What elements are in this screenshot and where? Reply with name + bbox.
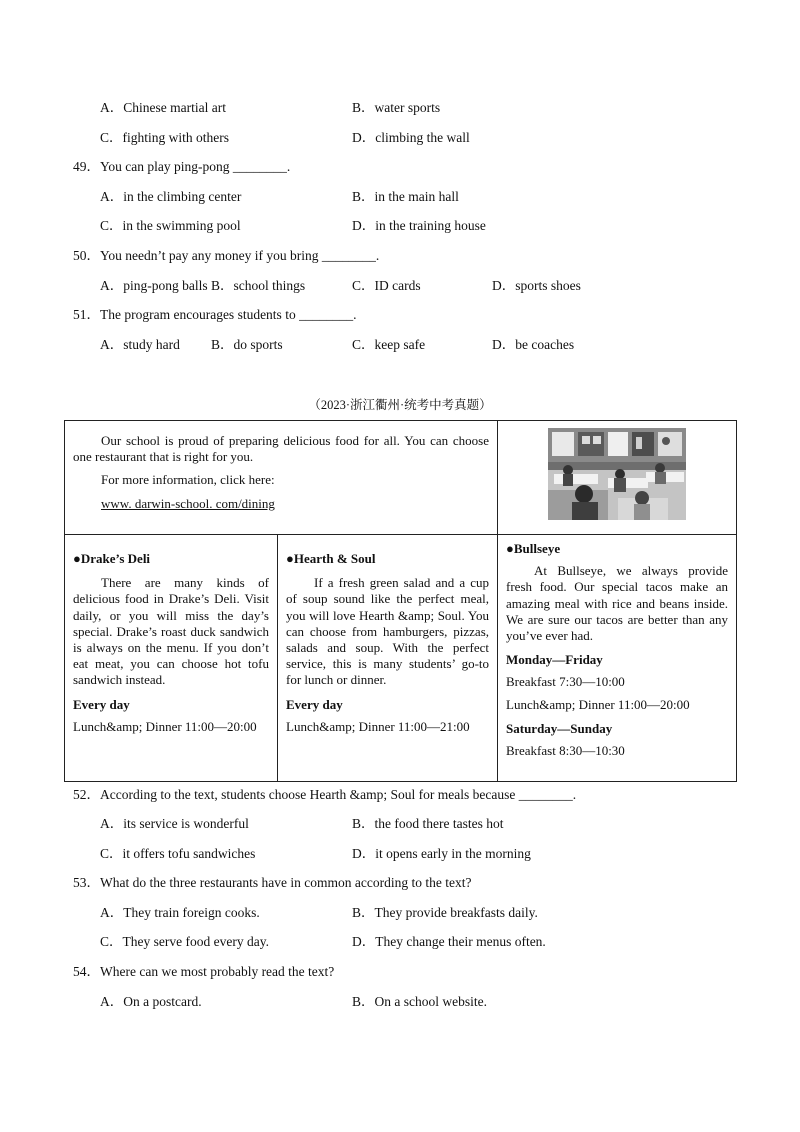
opening-days: Every day — [286, 696, 343, 712]
q50-option-b: B．school things — [211, 278, 306, 293]
q48-option-a: A．Chinese martial art — [100, 100, 226, 115]
restaurant-table — [64, 420, 737, 782]
lunch-dinner-hours-weekday: Lunch&amp; Dinner 11:00—20:00 — [506, 696, 690, 712]
q53-stem: 53．What do the three restaurants have in common according to the text? — [73, 875, 472, 890]
q54-option-a: A．On a postcard. — [100, 994, 202, 1009]
q48-option-c: C．fighting with others — [100, 130, 229, 145]
source-label: （2023·浙江衢州·统考中考真题） — [308, 398, 492, 412]
q53-option-b: B．They provide breakfasts daily. — [352, 905, 538, 920]
q52-option-c: C．it offers tofu sandwiches — [100, 846, 256, 861]
dining-link[interactable]: www. darwin-school. com/dining — [101, 495, 275, 511]
q48-option-b: B．water sports — [352, 100, 441, 115]
q52-option-d: D．it opens early in the morning — [352, 846, 531, 861]
restaurant-name: ●Hearth & Soul — [286, 551, 376, 566]
q49-option-b: B．in the main hall — [352, 189, 459, 204]
q54-stem: 54．Where can we most probably read the text? — [73, 964, 335, 979]
q50-option-a: A．ping-pong balls — [100, 278, 208, 293]
cafeteria-photo — [548, 428, 686, 520]
q49-option-c: C．in the swimming pool — [100, 218, 241, 233]
restaurant-bullseye — [498, 535, 737, 782]
q51-option-b: B．do sports — [211, 337, 283, 352]
breakfast-hours-weekend: Breakfast 8:30—10:30 — [506, 743, 625, 759]
q51-option-c: C．keep safe — [352, 337, 426, 352]
q49-stem: 49．You can play ping-pong ________. — [73, 159, 291, 174]
q49-option-d: D．in the training house — [352, 218, 486, 233]
opening-hours: Lunch&amp; Dinner 11:00—21:00 — [286, 718, 470, 734]
restaurant-name: ●Bullseye — [506, 541, 561, 556]
q52-option-b: B．the food there tastes hot — [352, 816, 504, 831]
q53-option-a: A．They train foreign cooks. — [100, 905, 260, 920]
intro-more-info: For more information, click here: — [101, 472, 275, 488]
restaurant-name: ●Drake’s Deli — [73, 551, 151, 566]
opening-days-weekday: Monday—Friday — [506, 652, 603, 668]
restaurant-description: At Bullseye, we always provide fresh food. Our special tacos make an amazing meal with rice and beans inside. We are sure our tacos are better than any you’ve ever had. — [506, 563, 729, 644]
restaurant-drakes-deli — [65, 535, 278, 782]
q52-option-a: A．its service is wonderful — [100, 816, 249, 831]
opening-days: Every day — [73, 696, 130, 712]
q54-option-b: B．On a school website. — [352, 994, 487, 1009]
breakfast-hours-weekday: Breakfast 7:30—10:00 — [506, 674, 625, 690]
q50-option-d: D．sports shoes — [492, 278, 581, 293]
q53-option-c: C．They serve food every day. — [100, 934, 269, 949]
restaurant-hearth-and-soul — [278, 535, 498, 782]
q49-option-a: A．in the climbing center — [100, 189, 242, 204]
restaurant-description: There are many kinds of delicious food in Drake’s Deli. Visit daily, or you will miss the day’s special. Drake’s roast duck sandwich is always on the menu. If you don’t eat meat, you can choose hot tofu sandwich instead. — [73, 575, 269, 688]
restaurant-description: If a fresh green salad and a cup of soup sound like the perfect meal, you will love Hearth &amp; Soul. You can choose from hamburgers, pizzas, salads and soup. With the perfect service, this is many students’ go-to for lunch or dinner. — [286, 575, 490, 688]
opening-days-weekend: Saturday—Sunday — [506, 720, 613, 736]
opening-hours: Lunch&amp; Dinner 11:00—20:00 — [73, 718, 257, 734]
q48-option-d: D．climbing the wall — [352, 130, 470, 145]
q51-stem: 51．The program encourages students to ________. — [73, 307, 357, 322]
q50-option-c: C．ID cards — [352, 278, 421, 293]
intro-text: Our school is proud of preparing delicious food for all. You can choose one restaurant that is right for you. — [73, 433, 490, 465]
q51-option-d: D．be coaches — [492, 337, 575, 352]
q52-stem: 52．According to the text, students choose Hearth &amp; Soul for meals because ________. — [73, 787, 577, 802]
q51-option-a: A．study hard — [100, 337, 180, 352]
q50-stem: 50．You needn’t pay any money if you bring ________. — [73, 248, 380, 263]
image-cell — [498, 421, 737, 535]
q53-option-d: D．They change their menus often. — [352, 934, 546, 949]
intro-cell — [65, 421, 498, 535]
